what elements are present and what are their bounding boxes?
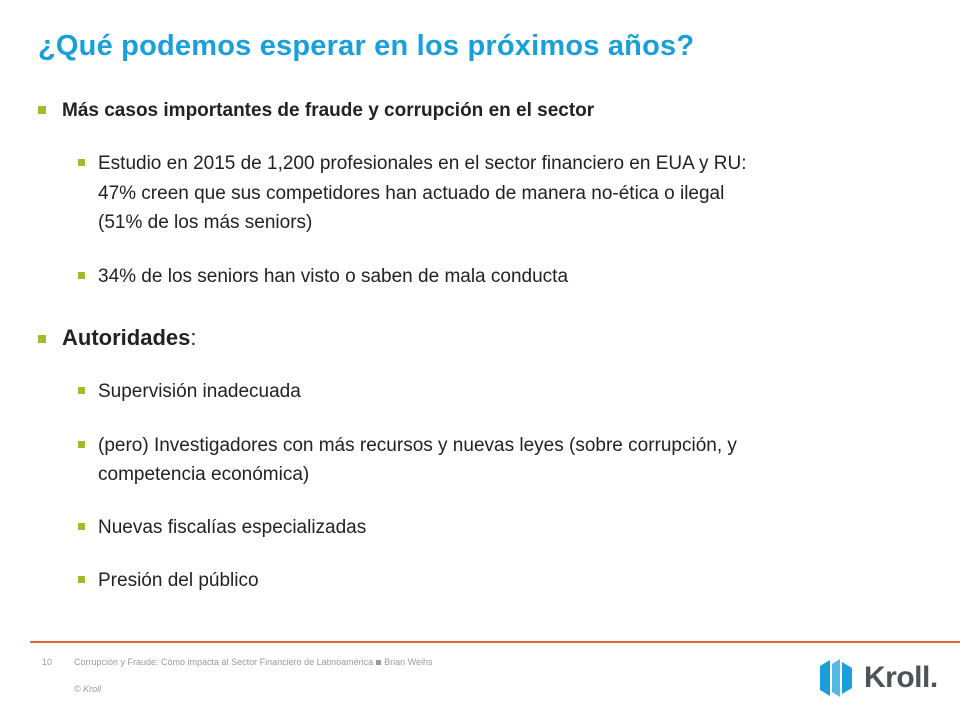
bullet-square-icon [78, 576, 85, 583]
footer-author: Brian Weihs [384, 657, 433, 667]
list-item-line: 34% de los seniors han visto o saben de mala conducta [98, 266, 569, 287]
bullet-square-icon [38, 106, 46, 114]
list-item-line: (pero) Investigadores con más recursos y nuevas leyes (sobre corrupción, y [98, 435, 737, 456]
kroll-logo-wordmark: Kroll. [864, 661, 938, 694]
section-heading-fraude: Más casos importantes de fraude y corrupción en el sector [62, 100, 595, 121]
heading-colon: : [190, 325, 197, 350]
list-item-line: Supervisión inadecuada [98, 381, 301, 402]
bullet-square-icon [78, 441, 85, 448]
page-number: 10 [42, 657, 53, 667]
heading-text: Autoridades [62, 325, 191, 350]
bullet-square-icon [78, 272, 85, 279]
list-item-line: Estudio en 2015 de 1,200 profesionales en el sector financiero en EUA y RU: [98, 153, 747, 174]
section-heading-autoridades [62, 325, 196, 351]
bullet-square-icon [78, 523, 85, 530]
list-item-line: Nuevas fiscalías especializadas [98, 517, 367, 538]
footer-rule [30, 641, 960, 643]
bullet-square-icon [78, 387, 85, 394]
footer-caption [74, 657, 433, 667]
list-item-line: competencia económica) [98, 464, 310, 485]
page-title: ¿Qué podemos esperar en los próximos años? [38, 30, 695, 62]
list-item-line: Presión del público [98, 570, 259, 591]
kroll-logo-icon [818, 656, 862, 700]
list-item-line: (51% de los más seniors) [98, 212, 313, 233]
separator-icon [376, 660, 381, 665]
bullet-square-icon [38, 335, 46, 343]
copyright: © Kroll [74, 684, 102, 694]
footer-title: Corrupción y Fraude: Cómo impacta al Sector Financiero de Latinoamérica [74, 657, 374, 667]
bullet-square-icon [78, 159, 85, 166]
list-item-line: 47% creen que sus competidores han actuado de manera no-ética o ilegal [98, 183, 725, 204]
